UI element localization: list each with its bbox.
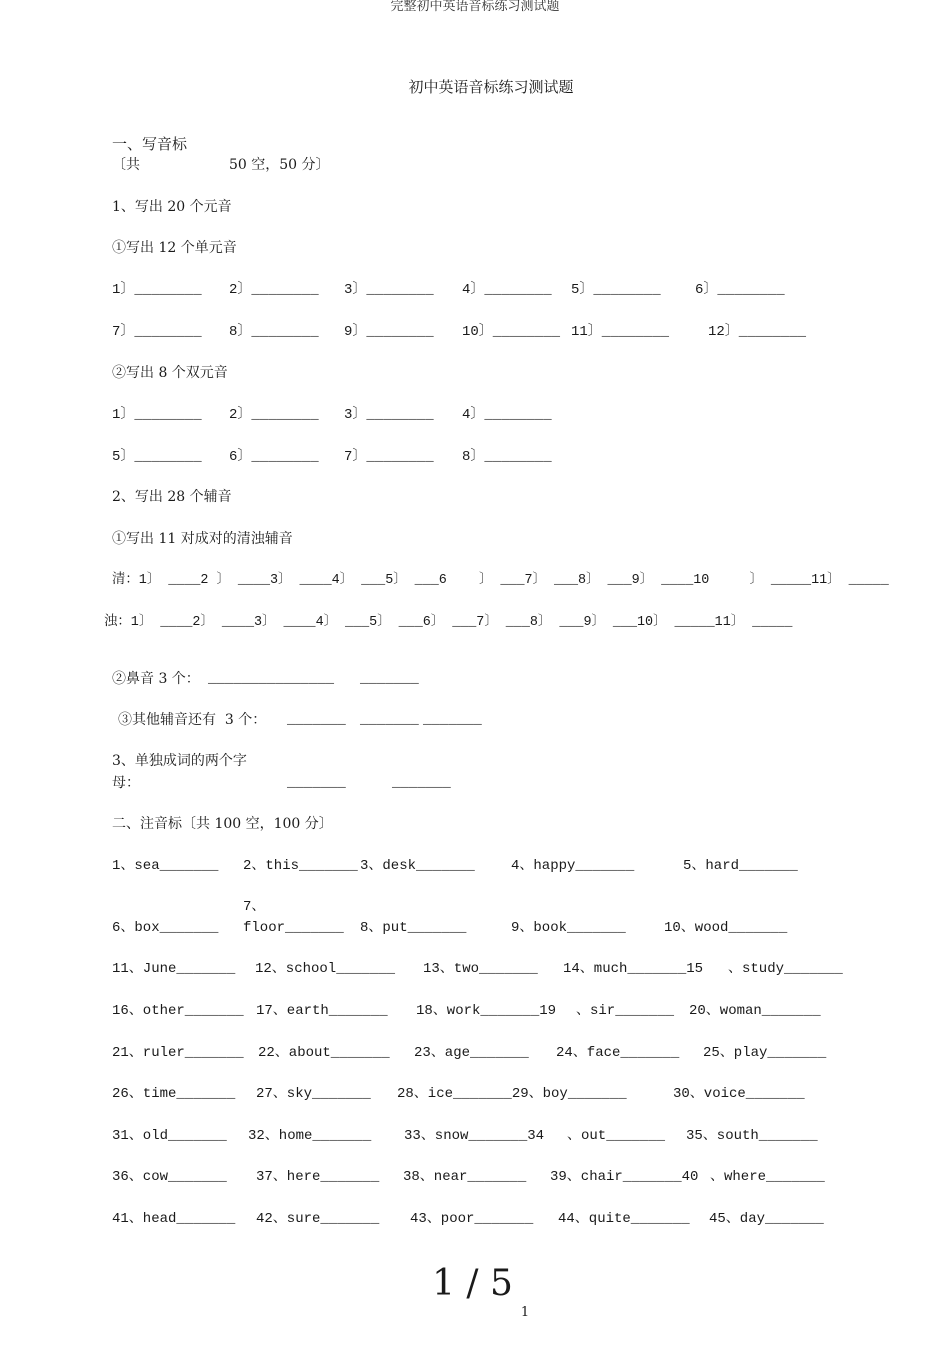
word-item[interactable]: 30、voice_______ [673, 1086, 805, 1102]
other-consonants-label: ③其他辅音还有 3 个： [118, 712, 267, 728]
word-item[interactable]: 13、two_______ [423, 961, 538, 977]
word-item[interactable]: 23、age_______ [414, 1045, 529, 1061]
word-item[interactable]: 22、about_______ [258, 1045, 390, 1061]
page-header: 完整初中英语音标练习测试题 [390, 0, 560, 14]
word-item[interactable]: 16、other_______ [112, 1003, 244, 1019]
word-item[interactable]: 4、happy_______ [511, 858, 635, 874]
diphthong-blank[interactable]: 4〕________ [462, 407, 552, 423]
nasal-label: ②鼻音 3 个： [112, 671, 200, 687]
word-item[interactable]: 8、put_______ [360, 920, 467, 936]
word-item[interactable]: 14、much_______15 [563, 961, 704, 977]
question3-line1: 3、单独成词的两个字 [112, 753, 247, 769]
word-item[interactable]: 45、day_______ [709, 1211, 824, 1227]
word-item[interactable]: 9、book_______ [511, 920, 626, 936]
section1-info-b: 50 空，50 分〕 [229, 157, 330, 173]
word-item[interactable]: 17、earth_______ [256, 1003, 388, 1019]
word-item[interactable]: 18、work_______19 [416, 1003, 557, 1019]
word-item[interactable]: 20、woman_______ [689, 1003, 821, 1019]
diphthong-blank[interactable]: 1〕________ [112, 407, 202, 423]
word-item[interactable]: 42、sure_______ [256, 1211, 380, 1227]
word-item[interactable]: 、study_______ [728, 961, 843, 977]
word-item[interactable]: 43、poor_______ [410, 1211, 534, 1227]
monophthong-blank[interactable]: 9〕________ [344, 324, 434, 340]
question1-heading: 1、写出 20 个元音 [112, 199, 232, 215]
nasal-blank[interactable]: _______________ [208, 671, 335, 687]
word-item[interactable]: 36、cow_______ [112, 1169, 227, 1185]
monophthong-blank[interactable]: 5〕________ [571, 282, 661, 298]
letter-word-blank[interactable]: _______ [392, 775, 451, 791]
footer-page-number: 1 [520, 1305, 530, 1320]
word-item[interactable]: 、where_______ [710, 1169, 825, 1185]
monophthong-blank[interactable]: 1〕________ [112, 282, 202, 298]
other-consonant-blank[interactable]: _______ [287, 712, 346, 728]
word-item[interactable]: 5、hard_______ [683, 858, 798, 874]
question2-heading: 2、写出 28 个辅音 [112, 489, 232, 505]
word-item[interactable]: 25、play_______ [703, 1045, 827, 1061]
word-item[interactable]: 11、June_______ [112, 961, 236, 977]
word-item[interactable]: 6、box_______ [112, 920, 219, 936]
question3-line2: 母： [112, 775, 140, 791]
word-item[interactable]: 26、time_______ [112, 1086, 236, 1102]
monophthong-blank[interactable]: 10〕________ [462, 324, 561, 340]
other-consonant-blank[interactable]: _______ [423, 712, 482, 728]
word-item[interactable]: 24、face_______ [556, 1045, 680, 1061]
monophthong-blank[interactable]: 11〕________ [571, 324, 670, 340]
word-item[interactable]: 37、here_______ [256, 1169, 380, 1185]
word-item[interactable]: 38、near_______ [403, 1169, 527, 1185]
monophthong-blank[interactable]: 4〕________ [462, 282, 552, 298]
word-item[interactable]: 44、quite_______ [558, 1211, 690, 1227]
word-item[interactable]: 2、this_______ [243, 858, 358, 874]
word-item[interactable]: 21、ruler_______ [112, 1045, 244, 1061]
diphthong-blank[interactable]: 5〕________ [112, 449, 202, 465]
word-item-number: 7、 [243, 899, 266, 915]
monophthong-blank[interactable]: 8〕________ [229, 324, 319, 340]
word-item[interactable]: 35、south_______ [686, 1128, 818, 1144]
word-item[interactable]: 39、chair_______40 [550, 1169, 699, 1185]
monophthong-blank[interactable]: 12〕________ [708, 324, 807, 340]
word-item[interactable]: 28、ice_______29、boy_______ [397, 1086, 627, 1102]
word-item[interactable]: 1、sea_______ [112, 858, 219, 874]
monophthong-blank[interactable]: 7〕________ [112, 324, 202, 340]
word-item[interactable]: floor_______ [243, 920, 344, 936]
monophthong-blank[interactable]: 3〕________ [344, 282, 434, 298]
word-item[interactable]: 32、home_______ [248, 1128, 372, 1144]
section1-info-a: 〔共 [112, 157, 140, 173]
word-item[interactable]: 、out_______ [567, 1128, 666, 1144]
monophthong-blank[interactable]: 2〕________ [229, 282, 319, 298]
word-item[interactable]: 、sir_______ [576, 1003, 675, 1019]
nasal-blank[interactable]: _______ [360, 671, 419, 687]
word-item[interactable]: 33、snow_______34 [404, 1128, 545, 1144]
diphthong-blank[interactable]: 8〕________ [462, 449, 552, 465]
section1-heading: 一、写音标 [112, 135, 188, 153]
word-item[interactable]: 12、school_______ [255, 961, 396, 977]
section2-heading: 二、注音标〔共 100 空，100 分〕 [112, 816, 333, 832]
page-number: 1 / 5 [432, 1263, 513, 1304]
question1a-heading: ①写出 12 个单元音 [112, 240, 237, 256]
monophthong-blank[interactable]: 6〕________ [695, 282, 785, 298]
word-item[interactable]: 31、old_______ [112, 1128, 227, 1144]
other-consonant-blank[interactable]: _______ [360, 712, 419, 728]
word-item[interactable]: 41、head_______ [112, 1211, 236, 1227]
word-item[interactable]: 10、wood_______ [664, 920, 788, 936]
diphthong-blank[interactable]: 6〕________ [229, 449, 319, 465]
letter-word-blank[interactable]: _______ [287, 775, 346, 791]
question2a-heading: ①写出 11 对成对的清浊辅音 [112, 531, 293, 547]
diphthong-blank[interactable]: 7〕________ [344, 449, 434, 465]
voiced-consonant-row[interactable]: 浊：1〕 ____2〕 ____3〕 ____4〕 ___5〕 ___6〕 ___7〕 ___8〕 ___9〕 ___10〕 _____11〕 _____ [104, 615, 793, 630]
question1b-heading: ②写出 8 个双元音 [112, 365, 228, 381]
voiceless-consonant-row[interactable]: 清：1〕 ____2 〕 ____3〕 ____4〕 ___5〕 ___6 〕 ___7〕 ___8〕 ___9〕 ____10 〕 _____11〕 _____ [112, 573, 889, 588]
word-item[interactable]: 27、sky_______ [256, 1086, 371, 1102]
document-title: 初中英语音标练习测试题 [408, 78, 574, 96]
diphthong-blank[interactable]: 3〕________ [344, 407, 434, 423]
word-item[interactable]: 3、desk_______ [360, 858, 475, 874]
diphthong-blank[interactable]: 2〕________ [229, 407, 319, 423]
